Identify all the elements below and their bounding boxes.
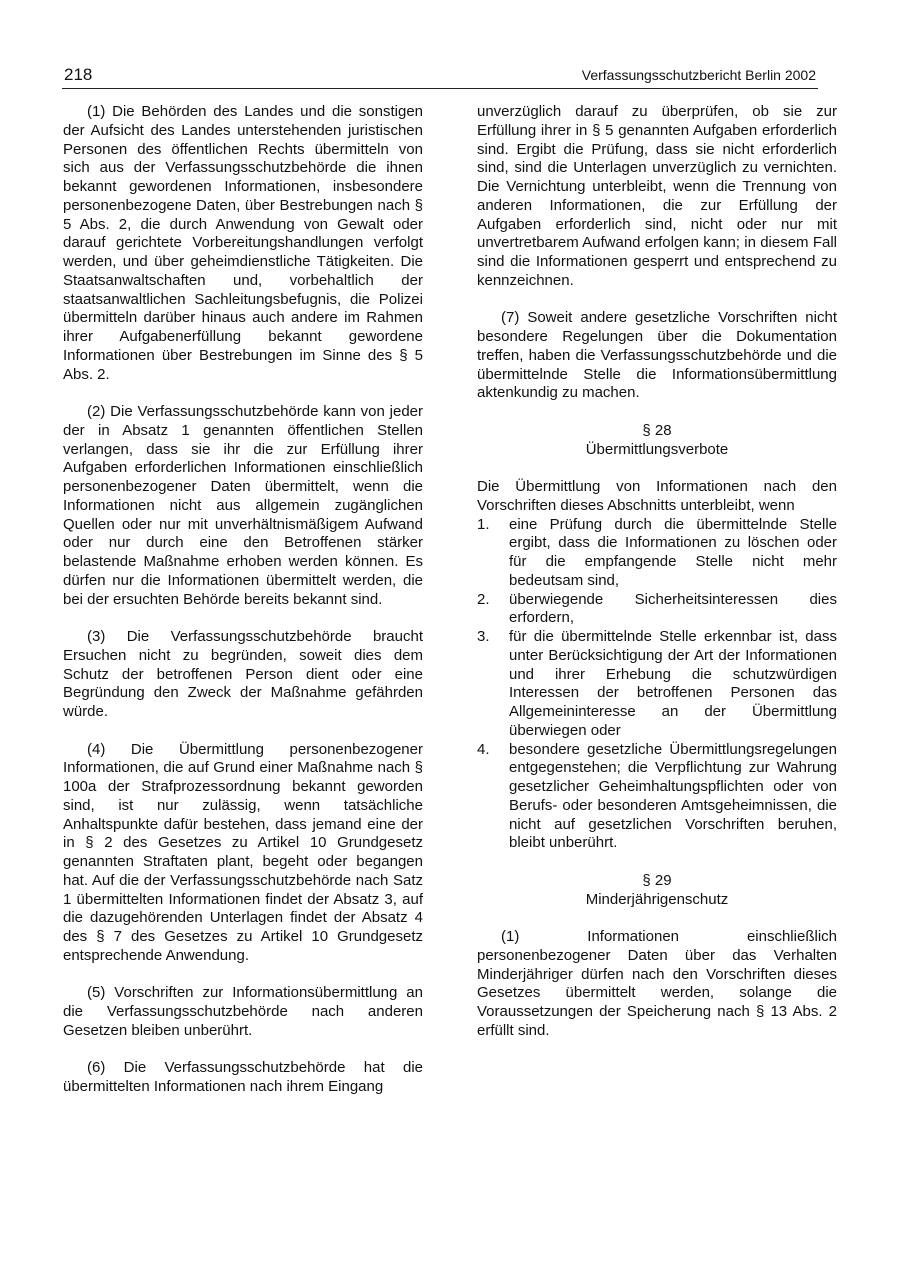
paragraph-1: (1) Die Behörden des Landes und die sonstigen der Aufsicht des Landes unterstehenden juristischen Personen des öffentlichen Rechts übermitteln von sich aus der Verfassungsschutzbehörde die ihnen bekannt gewordenen Informationen, insbesondere personenbezogene Daten, über Bestrebungen nach § 5 Abs. 2, die durch Anwendung von Gewalt oder darauf gerichtete Vorbereitungshandlungen verfolgt werden, und über geheimdienstliche Tätigkeiten. Die Staatsanwaltschaften und, vorbehaltlich der staatsanwaltlichen Sachleitungsbefugnis, die Polizei übermitteln darüber hinaus auch andere im Rahmen ihrer Aufgabenerfüllung bekannt gewordene Informationen über Bestrebungen im Sinne des § 5 Abs. 2. (63, 103, 423, 383)
section-29-heading (477, 872, 837, 910)
section-28-number: § 28 (642, 421, 672, 439)
section-28-title: Übermittlungsverbote (585, 440, 729, 458)
list-item-text: für die übermittelnde Stelle erkennbar ist, dass unter Berücksichtigung der Art der Informationen und ihrer Erhebung die schutzwürdigen Interessen der betroffenen Personen das Allgemeininteresse an der Übermittlung überwiegen oder (509, 628, 837, 739)
paragraph-3: (3) Die Verfassungsschutzbehörde braucht Ersuchen nicht zu begründen, soweit dies dem Schutz der betroffenen Person dient oder eine Begründung den Zweck der Maßnahme gefährden würde. (63, 628, 423, 720)
page-header (62, 60, 818, 89)
list-item-number: 4. (477, 740, 490, 758)
list-item-text: eine Prüfung durch die übermittelnde Stelle ergibt, dass die Informationen zu löschen oder für die empfangende Stelle nicht mehr bedeutsam sind, (509, 515, 837, 589)
list-item (477, 741, 837, 854)
paragraph-5: (5) Vorschriften zur Informationsübermittlung an die Verfassungsschutzbehörde nach anderen Gesetzen bleiben unberührt. (63, 984, 423, 1039)
list-item (477, 591, 837, 629)
paragraph-4: (4) Die Übermittlung personenbezogener Informationen, die auf Grund einer Maßnahme nach § 100a der Strafprozessordnung bekannt geworden sind, ist nur zulässig, wenn tatsächliche Anhaltspunkte dafür bestehen, dass jemand eine der in § 2 des Gesetzes zu Artikel 10 Grundgesetz genannten Straftaten plant, begeht oder begangen hat. Auf die der Verfassungsschutzbehörde nach Satz 1 übermittelten Informationen findet der Absatz 3, auf die dazugehörenden Unterlagen findet der Absatz 4 des § 7 des Gesetzes zu Artikel 10 Grundgesetz entsprechende Anwendung. (63, 740, 423, 964)
list-item (477, 628, 837, 741)
section-28-list (477, 516, 837, 854)
paragraph-2: (2) Die Verfassungsschutzbehörde kann von jeder der in Absatz 1 genannten öffentlichen Stellen verlangen, dass sie ihr die zur Erfüllung ihrer Aufgaben erforderlichen Informationen einschließlich personenbezogener Daten übermittelt, wenn die Informationen nicht aus allgemein zugänglichen Quellen oder nur mit unverhältnismäßigem Aufwand oder nur durch eine den Betroffenen stärker belastende Maßnahme erhoben werden können. Es dürfen nur die Informationen übermittelt werden, die bei der ersuchten Behörde bereits bekannt sind. (63, 403, 423, 608)
section-29-number: § 29 (642, 871, 672, 889)
paragraph-6: (6) Die Verfassungsschutzbehörde hat die übermittelten Informationen nach ihrem Eingang (63, 1059, 423, 1095)
list-item (477, 516, 837, 591)
paragraph-7: (7) Soweit andere gesetzliche Vorschriften nicht besondere Regelungen über die Dokumentation treffen, haben die Verfassungsschutzbehörde und die übermittelnde Stelle die Informationsübermittlung aktenkundig zu machen. (477, 309, 837, 402)
list-item-number: 1. (477, 515, 490, 533)
section-29-paragraph-1: (1) Informationen einschließlich personenbezogener Daten über das Verhalten Minderjähriger dürfen nach den Vorschriften dieses Gesetzes übermittelt werden, solange die Voraussetzungen der Speicherung nach § 13 Abs. 2 erfüllt sind. (477, 928, 837, 1039)
section-29-title: Minderjährigenschutz (585, 890, 729, 908)
running-title: Verfassungsschutzbericht Berlin 2002 (581, 67, 816, 83)
right-column (477, 103, 837, 1059)
paragraph-6-continuation: unverzüglich darauf zu überprüfen, ob sie zur Erfüllung ihrer in § 5 genannten Aufgaben erforderlich sind. Ergibt die Prüfung, dass sie nicht erforderlich sind, sind die Unterlagen unverzüglich zu vernichten. Die Vernichtung unterbleibt, wenn die Trennung von anderen Informationen, die zur Erfüllung der Aufgaben erforderlich sind, nicht oder nur mit unvertretbarem Aufwand erfolgen kann; in diesem Fall sind die Informationen gesperrt und entsprechend zu kennzeichnen. (477, 103, 837, 289)
list-item-number: 3. (477, 628, 490, 645)
section-28-intro: Die Übermittlung von Informationen nach den Vorschriften dieses Abschnitts unterbleibt, wenn (477, 478, 837, 514)
list-item-text: überwiegende Sicherheitsinteressen dies erfordern, (509, 590, 837, 627)
list-item-text: besondere gesetzliche Übermittlungsregelungen entgegenstehen; die Verpflichtung zur Wahrung gesetzlicher Geheimhaltungspflichten oder von Berufs- oder besonderen Amtsgeheimnissen, die nicht auf gesetzlichen Vorschriften beruhen, bleibt unberührt. (509, 740, 837, 852)
section-28-heading (477, 422, 837, 460)
list-item-number: 2. (477, 590, 490, 608)
left-column (63, 103, 423, 1116)
page-number: 218 (64, 65, 93, 84)
